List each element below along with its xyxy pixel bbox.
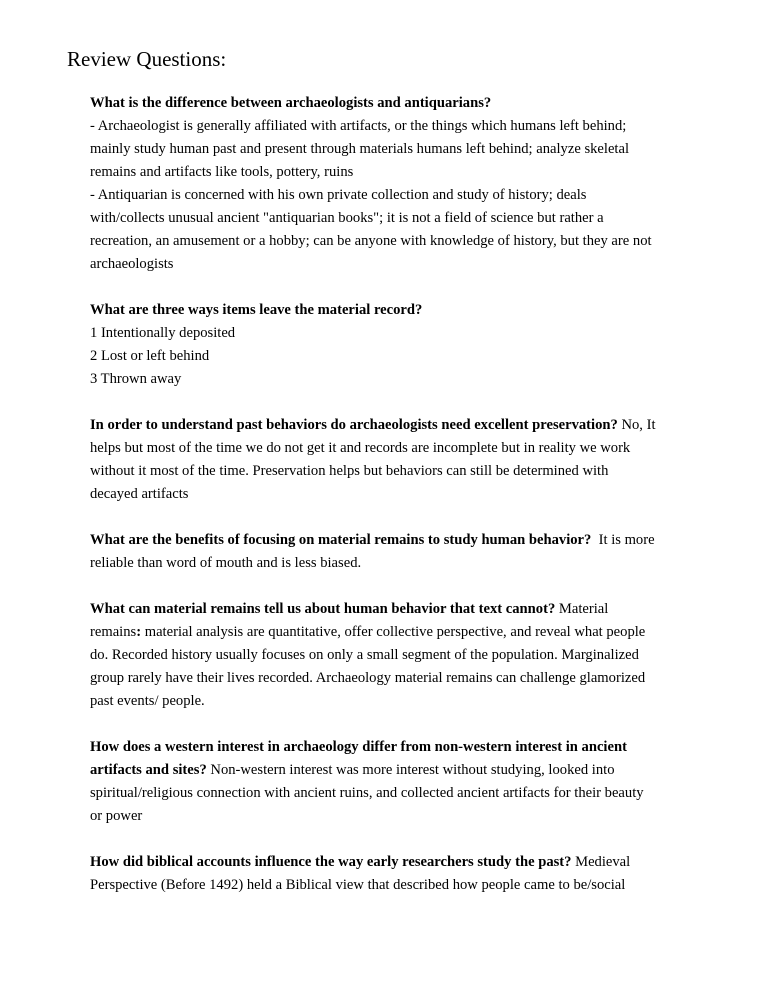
spacer [90,506,690,529]
answer-5-remains: remains [90,624,137,640]
question-6-line-1 [90,736,690,759]
question-6-text-1: How does a western interest in archaeology differ from non-western interest in ancient [90,739,627,755]
answer-5-colon: : [136,624,142,640]
spacer [90,391,690,414]
answer-3-start: No, It [617,417,656,433]
question-1-text: What is the difference between archaeologists and antiquarians? [90,95,492,111]
answer-5-start: Material [555,601,609,617]
answer-5-line-5: past events/ people. [90,693,205,709]
question-4-text: What are the benefits of focusing on material remains to study human behavior? [90,532,592,548]
page-heading: Review Questions: [67,47,227,71]
question-1 [90,92,690,115]
answer-5-line-3: do. Recorded history usually focuses on only a small segment of the population. Marginalized [90,647,639,663]
answer-1-line-4: - Antiquarian is concerned with his own private collection and study of history; deals [90,187,587,203]
spacer [90,276,690,299]
answer-5-line-4: group rarely have their lives recorded. Archaeology material remains can challenge glamorized [90,670,646,686]
question-7-text: How did biblical accounts influence the way early researchers study the past? [90,854,572,870]
answer-5-line-2-rest: material analysis are quantitative, offer collective perspective, and reveal what people [141,624,646,640]
question-6-line-2 [90,759,690,782]
answer-2-item-2: 2 Lost or left behind [90,348,210,364]
answer-1-line-7: archaeologists [90,256,174,272]
answer-6-line-4: or power [90,808,143,824]
answer-6-line-3: spiritual/religious connection with ancient ruins, and collected ancient artifacts for their beauty [90,785,644,801]
answer-1-line-2: mainly study human past and present through materials humans left behind; analyze skeletal [90,141,630,157]
answer-2-item-3: 3 Thrown away [90,371,182,387]
answer-1-line-3: remains and artifacts like tools, pottery, ruins [90,164,354,180]
question-4 [90,529,690,552]
question-2-text: What are three ways items leave the material record? [90,302,423,318]
answer-3-line-2: helps but most of the time we do not get it and records are incomplete but in reality we work [90,440,631,456]
question-7 [90,851,690,874]
spacer [90,575,690,598]
answer-4-line-2: reliable than word of mouth and is less biased. [90,555,362,571]
answer-7-start: Medieval [571,854,631,870]
spacer [90,828,690,851]
answer-2-item-1: 1 Intentionally deposited [90,325,236,341]
answer-4-start: It is more [591,532,655,548]
question-5-text: What can material remains tell us about human behavior that text cannot? [90,601,556,617]
spacer [90,713,690,736]
answer-3-line-3: without it most of the time. Preservation helps but behaviors can still be determined with [90,463,609,479]
question-3 [90,414,690,437]
question-5 [90,598,690,621]
answer-5-line-2 [90,621,690,644]
question-3-text: In order to understand past behaviors do archaeologists need excellent preservation? [90,417,618,433]
answer-1-line-1: - Archaeologist is generally affiliated with artifacts, or the things which humans left behind; [90,118,627,134]
question-2 [90,299,690,322]
answer-1-line-5: with/collects unusual ancient "antiquarian books"; it is not a field of science but rather a [90,210,604,226]
question-6-text-2: artifacts and sites? [90,762,207,778]
answer-6-start: Non-western interest was more interest without studying, looked into [206,762,615,778]
answer-7-line-2: Perspective (Before 1492) held a Biblical view that described how people came to be/social [90,877,626,893]
document-body [90,92,690,897]
answer-3-line-4: decayed artifacts [90,486,189,502]
answer-1-line-6: recreation, an amusement or a hobby; can be anyone with knowledge of history, but they are not [90,233,652,249]
